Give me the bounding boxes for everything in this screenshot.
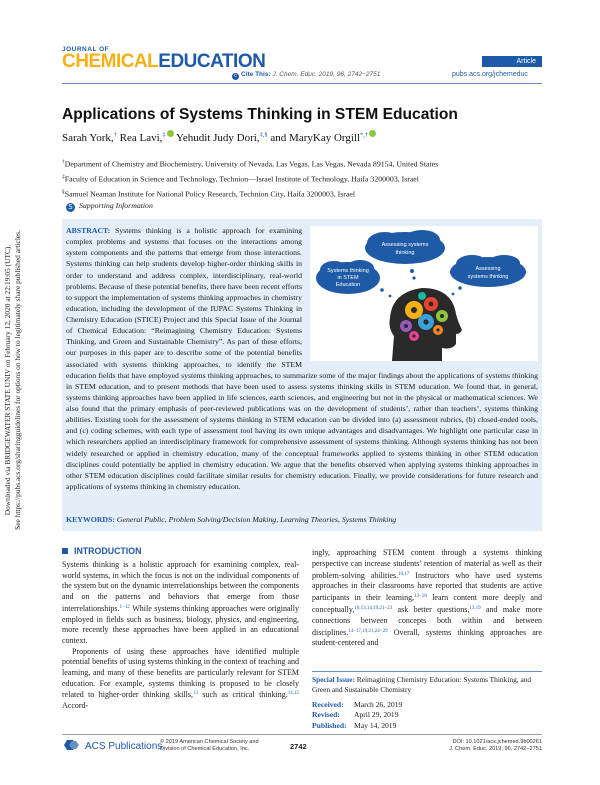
- keywords-line: [66, 515, 396, 524]
- affiliation: ‡Faculty of Education in Science and Technology, Technion—Israel Institute of Technology, Haifa 3200003, Israel: [62, 174, 419, 184]
- article-title: Applications of Systems Thinking in STEM Education: [62, 106, 458, 123]
- cloud-right-line1: Assessing: [475, 266, 501, 272]
- affiliation: §Samuel Neaman Institute for National Policy Research, Technion City, Haifa 3200003, Israel: [62, 189, 355, 199]
- citation-ref[interactable]: 13,19: [469, 605, 481, 611]
- logo-wordmark: [62, 53, 265, 71]
- cloud-top-line1: Assessing systems: [381, 242, 429, 248]
- citation-ref[interactable]: 14,15: [287, 691, 299, 697]
- cite-icon: c: [232, 73, 239, 80]
- intro-left-column: [62, 560, 299, 712]
- header-divider: [62, 83, 542, 84]
- author-list: [62, 130, 376, 144]
- abstract-label: ABSTRACT:: [66, 226, 111, 235]
- cite-text: J. Chem. Educ. 2019, 96, 2742−2751: [272, 71, 381, 78]
- cloud-top: [365, 230, 445, 264]
- toc-graphic: [310, 226, 538, 361]
- author-affil-mark: ‡: [162, 131, 166, 139]
- author-name[interactable]: Rea Lavi,: [119, 132, 163, 144]
- article-type-tag: Article: [482, 56, 542, 67]
- keywords-label: KEYWORDS:: [66, 515, 115, 524]
- download-notice-line1: Downloaded via BRIDGEWATER STATE UNIV on February 12, 2020 at 22:19:05 (UTC).: [3, 244, 12, 516]
- supporting-information-link[interactable]: [66, 201, 153, 212]
- logo-top-text: JOURNAL OF: [62, 46, 110, 53]
- orcid-icon[interactable]: [167, 130, 174, 137]
- special-issue-divider: [312, 671, 542, 672]
- intro-paragraph-1: Systems thinking is a holistic approach for examining complex, real-world systems, in which the focus is not on the individual components of the system but on the dynamic interrelationships between the components and on the patterns and behaviors that emerge from those interrelationships.$^{1-12}$ While systems thinking approaches were originally employed in fields such as business, biology, physics, and engineering, more recently these approaches have been applied in an educational context.: [62, 560, 299, 645]
- cloud-top-line2: thinking: [395, 250, 415, 256]
- citation-ref[interactable]: 16,17: [398, 571, 410, 577]
- logo-chem: CHEMICAL: [62, 51, 159, 72]
- citation-ref[interactable]: 13−20: [414, 594, 427, 600]
- date-row: Revised: April 29, 2019: [312, 710, 399, 720]
- author-name[interactable]: Yehudit Judy Dori,: [176, 132, 260, 144]
- acs-hexagon-icon: [62, 739, 82, 751]
- author-affil-mark: †: [113, 131, 117, 139]
- cite-this[interactable]: [232, 71, 380, 80]
- date-row: Received: March 26, 2019: [312, 700, 403, 709]
- author-name[interactable]: and MaryKay Orgill: [270, 132, 361, 144]
- doi-citation[interactable]: DOI: 10.1021/acs.jchemed.9b00261 J. Chem. Educ. 2019, 96, 2742−2751: [449, 739, 542, 752]
- cloud-left-line3: Education: [335, 282, 361, 288]
- special-issue-label: Special Issue:: [312, 675, 355, 684]
- cloud-right: [450, 255, 526, 287]
- keywords-list: General Public, Problem Solving/Decision Making, Learning Theories, Systems Thinking: [116, 515, 397, 524]
- cloud-left-line1: Systems thinking: [327, 268, 369, 274]
- affiliation-list: [62, 156, 438, 201]
- citation-ref[interactable]: 1−12: [119, 604, 130, 610]
- supporting-info-label: Supporting Information: [79, 201, 153, 210]
- publication-dates: [312, 700, 402, 731]
- logo-edu: EDUCATION: [158, 51, 266, 72]
- special-issue-note: [312, 675, 542, 695]
- citation-ref[interactable]: 13: [192, 691, 198, 697]
- abstract-body: Systems thinking is a holistic approach for examining complex problems and systems that focuses on the interactions among system components and the patterns that emerge from those interactions. Systems thinking can help students develop higher-order thinking skills in order to understand and address complex, interdisciplinary, real-world problems. Because of these potential benefits, there have been recent efforts to support the implementation of systems thinking approaches in chemistry education, including the development of the IUPAC Systems Thinking in Chemistry Education (STICE) Project and this Special Issue of the Journal of Chemical Education: “Reimagining Chemistry Education: Systems Thinking, and Green and Sustainable Chemistry”. As part of these efforts, our purposes in this paper are to describe some of the potential benefits associated with systems thinking approaches, to identify the STEM education fields that have employed systems thinking approaches, to summarize some of the major findings about the applications of systems thinking in STEM education, and to present methods that have been used to assess systems thinking skills in STEM education. We found that, in general, systems thinking approaches have been applied in life sciences, earth sciences, and engineering but not in the physical or mathematical sciences. We also found that the primary emphasis of peer-reviewed publications was on the development of students’, rather than teachers’, systems thinking abilities. Existing tools for the assessment of systems thinking in STEM education can be divided into (a) assessment rubrics, (b) closed-ended tools, and (c) coding schemes, with each type of assessment tool having its own unique advantages and disadvantages. We highlight one particular case in which researchers applied an interdisciplinary framework for comprehensive assessment of systems thinking. Although systems thinking has not been widely researched or applied in chemistry education, many of the conceptual frameworks applied to systems thinking in other STEM education disciplines could potentially be applied in chemistry education. We argue that the benefits observed when applying systems thinking approaches in other STEM education disciplines could facilitate similar results for chemistry education. Finally, we provide considerations for future research and applications of systems thinking in chemistry education.: [66, 226, 538, 491]
- intro-paragraph-2: Proponents of using these approaches have identified multiple potential benefits of using systems thinking in the context of teaching and learning, and many of these benefits are particularly relevant for STEM education. For example, systems thinking is proposed to be closely related to higher-order thinking skills,$^{13}$ such as critical thinking.$^{14,15}$ Accord-: [62, 646, 299, 711]
- affiliation: †Department of Chemistry and Biochemistry, University of Nevada, Las Vegas, Las Vegas, Nevada 89154, United States: [62, 159, 439, 169]
- orcid-icon[interactable]: [369, 130, 376, 137]
- acs-publications-logo[interactable]: ACS Publications: [62, 739, 162, 752]
- copyright-notice: © 2019 American Chemical Society and Division of Chemical Education, Inc.: [160, 739, 259, 752]
- page-number: 2742: [290, 742, 307, 751]
- introduction-heading: INTRODUCTION: [62, 546, 141, 556]
- section-marker-icon: [62, 548, 68, 554]
- date-row: Published: May 14, 2019: [312, 720, 397, 730]
- special-issue-text[interactable]: Reimagining Chemistry Education: Systems Thinking, and Green and Sustainable Chemistry: [312, 675, 532, 694]
- footer-divider: [62, 734, 542, 735]
- author-affil-mark: ‡,§: [259, 131, 268, 139]
- download-notice: [3, 200, 31, 560]
- author-name[interactable]: Sarah York,: [62, 132, 114, 144]
- cloud-right-line2: systems thinking: [467, 274, 509, 280]
- citation-ref[interactable]: 14−17,19,21,24−29: [348, 628, 388, 634]
- download-notice-line2[interactable]: See https://pubs.acs.org/sharingguidelines for options on how to legitimately share published articles.: [12, 230, 22, 530]
- author-affil-mark: *,†: [360, 131, 369, 139]
- citation-ref[interactable]: 10,13,14,19,21−23: [354, 605, 393, 611]
- cloud-left: [316, 260, 380, 294]
- supporting-info-icon: S: [66, 203, 75, 212]
- cloud-left-line2: in STEM: [337, 275, 359, 281]
- cite-label: Cite This:: [241, 71, 271, 78]
- journal-logo[interactable]: [62, 46, 265, 71]
- journal-url-link[interactable]: pubs.acs.org/jchemeduc: [452, 71, 528, 78]
- intro-right-column: ingly, approaching STEM content through a systems thinking perspective can increase students’ retention of material as well as their problem-solving abilities.$^{16,17}$ Instructors who have used systems approaches in their classrooms have reported that students are active participants in their learning,$^{13-20}$ learn content more deeply and conceptually,$^{10,13,14,19,21-23}$ ask better questions,$^{13,19}$ and make more connections between concepts both within and between disciplines.$^{14-17,19,21,24-29}$ Overall, systems thinking approaches are student-centered and: [312, 548, 542, 648]
